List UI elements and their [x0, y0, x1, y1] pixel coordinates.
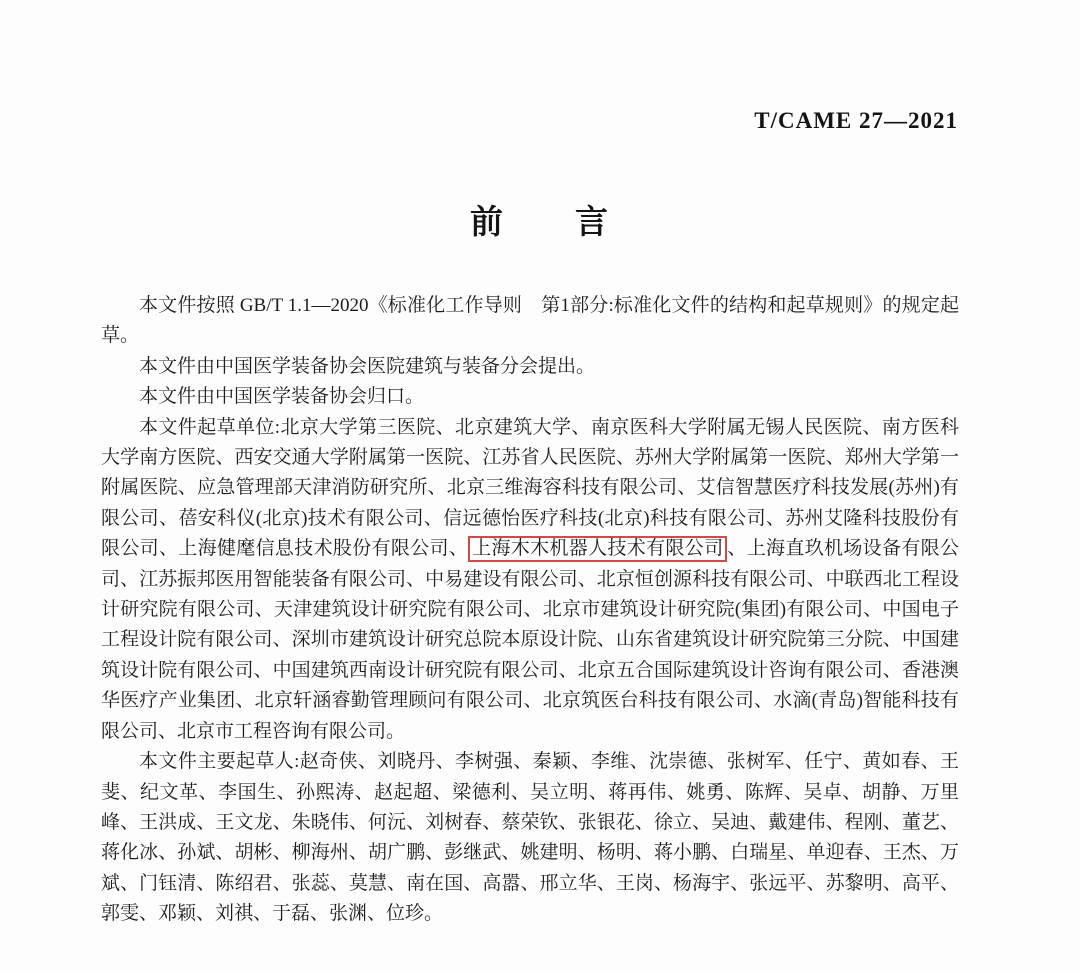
paragraph-drafting-basis: 本文件按照 GB/T 1.1—2020《标准化工作导则 第1部分:标准化文件的结构和起草规则》的规定起草。 — [101, 295, 959, 347]
paragraph-main-drafters: 本文件主要起草人:赵奇侠、刘晓丹、李树强、秦颖、李维、沈崇德、张树军、任宁、黄如春、王斐、纪文革、李国生、孙熙涛、赵起超、梁德利、吴立明、蒋再伟、姚勇、陈辉、吴卓、胡静、万里峰、王洪成、王文龙、朱晓伟、何沅、刘树春、蔡荣钦、张银花、徐立、吴迪、戴建伟、程刚、董艺、蒋化冰、孙斌、胡彬、柳海州、胡广鹏、彭继武、姚建明、杨明、蒋小鹏、白瑞星、单迎春、王杰、万斌、门钰清、陈绍君、张蕊、莫慧、南在国、高嚣、邢立华、王岗、杨海宇、张远平、苏黎明、高平、郭雯、邓颖、刘祺、于磊、张渊、位珍。 — [101, 751, 959, 925]
highlighted-company-box: 上海木木机器人技术有限公司 — [468, 536, 727, 562]
paragraph-centralized-by: 本文件由中国医学装备协会归口。 — [139, 386, 425, 408]
org-list-after: 、上海直玖机场设备有限公司、江苏振邦医用智能装备有限公司、中易建设有限公司、北京恒创源科技有限公司、中联西北工程设计研究院有限公司、天津建筑设计研究院有限公司、北京市建筑设计研究院(集团)有限公司、中国电子工程设计院有限公司、深圳市建筑设计研究总院本原设计院、山东省建筑设计研究院第三分院、中国建筑设计院有限公司、中国建筑西南设计研究院有限公司、北京五合国际建筑设计咨询有限公司、香港澳华医疗产业集团、北京轩涵睿勤管理顾问有限公司、北京筑医台科技有限公司、水滴(青岛)智能科技有限公司、北京市工程咨询有限公司。 — [101, 538, 959, 742]
paragraph-drafting-organizations — [101, 413, 959, 747]
foreword-title: 前 言 — [470, 203, 610, 240]
foreword-body — [101, 291, 959, 930]
paragraph-proposed-by: 本文件由中国医学装备协会医院建筑与装备分会提出。 — [139, 355, 596, 377]
doc-number-header: T/CAME 27—2021 — [754, 108, 958, 133]
org-list-before: 本文件起草单位:北京大学第三医院、北京建筑大学、南京医科大学附属无锡人民医院、南方医科大学南方医院、西安交通大学附属第一医院、江苏省人民医院、苏州大学附属第一医院、郑州大学第一附属医院、应急管理部天津消防研究所、北京三维海容科技有限公司、艾信智慧医疗科技发展(苏州)有限公司、蓓安科仪(北京)技术有限公司、信远德怡医疗科技(北京)科技有限公司、苏州艾隆科技股份有限公司、上海健麾信息技术股份有限公司、 — [101, 416, 959, 560]
